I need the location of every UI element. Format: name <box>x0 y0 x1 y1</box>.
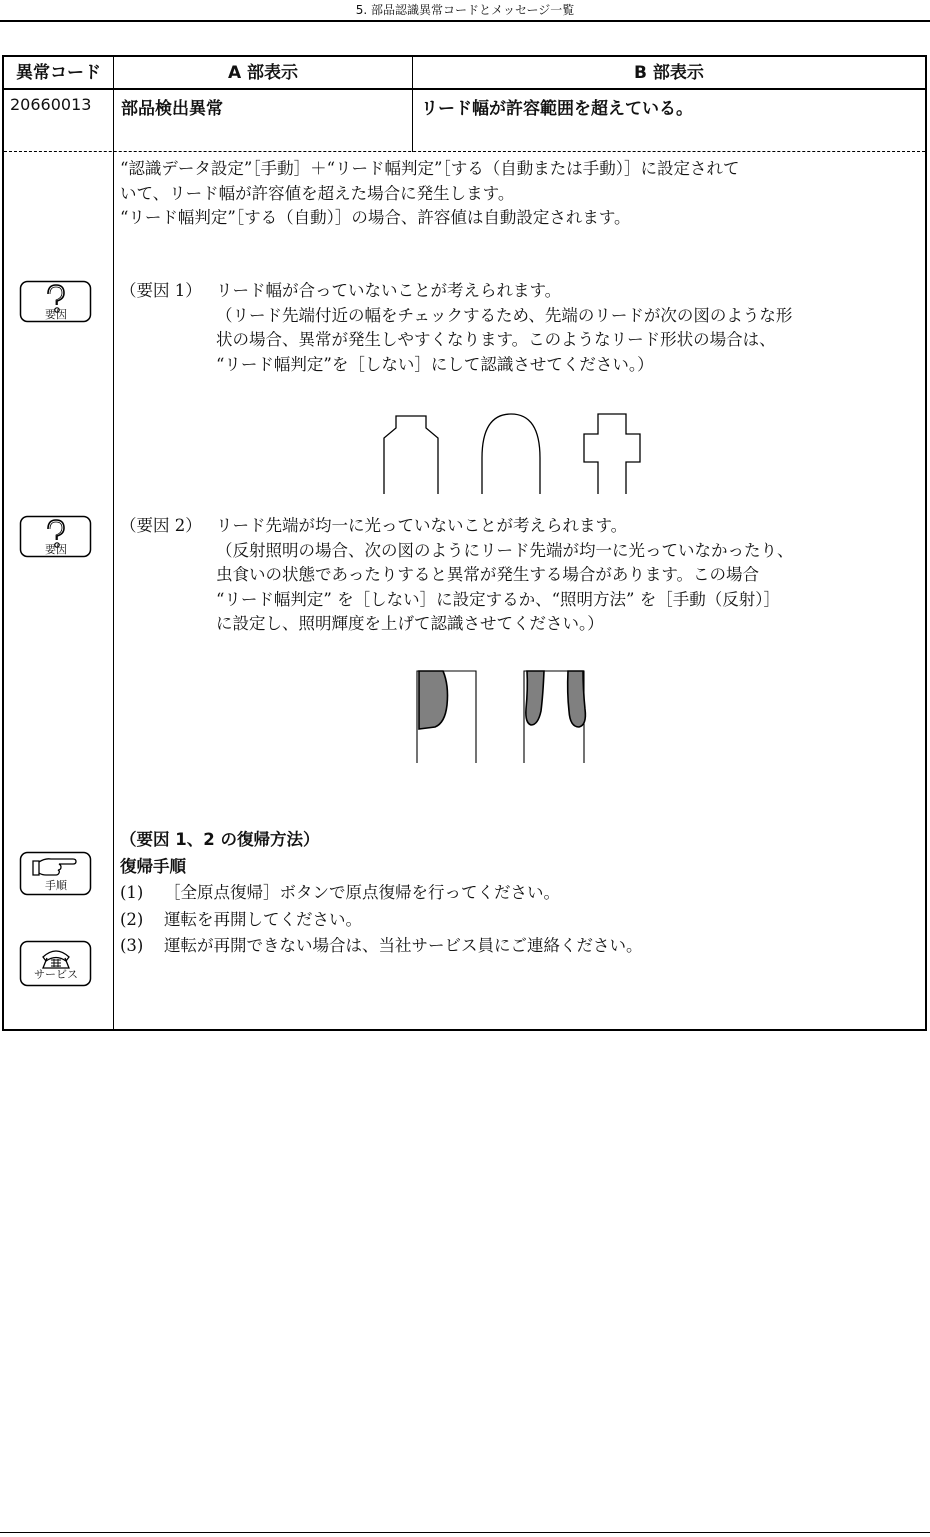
header-b-display: B 部表示 <box>634 63 704 83</box>
procedure-icon-label: 手順 <box>45 879 67 892</box>
service-icon <box>19 940 93 984</box>
cause2-line <box>120 514 915 539</box>
cause2-text: リード先端が均一に光っていないことが考えられます。 <box>216 516 628 535</box>
column-divider <box>113 57 114 1029</box>
a-display-value: 部品検出異常 <box>121 99 223 119</box>
description-line: “認識データ設定”［手動］＋“リード幅判定”［する（自動または手動）］に設定されて <box>120 159 740 178</box>
step-number: (1) <box>120 883 144 902</box>
description-line: いて、リード幅が許容値を超えた場合に発生します。 <box>120 183 515 203</box>
step-text: 運転を再開してください。 <box>164 909 362 929</box>
step-text: ［全原点復帰］ボタンで原点復帰を行ってください。 <box>164 883 560 902</box>
cause2-text: に設定し、照明輝度を上げて認識させてください。） <box>216 614 604 633</box>
lead-shape-figure <box>370 408 650 498</box>
recovery-step <box>120 907 915 934</box>
recovery-step <box>120 880 915 907</box>
cause-icon-label: 要因 <box>45 308 67 321</box>
cause2-text: （反射照明の場合、次の図のようにリード先端が均一に光っていなかったり、 <box>216 540 794 560</box>
page-header: 5. 部品認識異常コードとメッセージ一覧 <box>0 0 930 22</box>
lead-shade <box>526 671 544 725</box>
cause-icon-label: 要因 <box>45 543 67 556</box>
cause2-block <box>120 514 915 637</box>
dashed-separator <box>4 151 925 152</box>
cause1-text: 状の場合、異常が発生しやすくなります。このようなリード形状の場合は、 <box>216 330 776 349</box>
description-line: “リード幅判定”［する（自動）］の場合、許容値は自動設定されます。 <box>120 208 631 227</box>
cause1-label: （要因 1） <box>120 281 202 300</box>
step-number: (2) <box>120 909 144 929</box>
lead-shape-chamfered <box>384 416 438 494</box>
recovery-step <box>120 933 915 960</box>
recovery-heading: （要因 1、2 の復帰方法） <box>120 830 320 849</box>
cause1-line <box>120 279 915 304</box>
page-footer-line <box>0 1532 930 1533</box>
cause1-text: （リード先端付近の幅をチェックするため、先端のリードが次の図のような形 <box>216 305 793 325</box>
cause2-text: 虫食いの状態であったりすると異常が発生する場合があります。この場合 <box>216 565 760 584</box>
header-a-display: A 部表示 <box>227 63 299 83</box>
cause-icon <box>19 515 93 559</box>
lead-shape-rounded <box>482 414 540 494</box>
cause1-text: リード幅が合っていないことが考えられます。 <box>216 281 562 300</box>
description <box>120 157 915 231</box>
step-number: (3) <box>120 936 144 955</box>
lead-reflection-figure <box>405 665 605 765</box>
service-icon-label: サービス <box>34 968 78 981</box>
header-code: 異常コード <box>16 63 101 83</box>
cause1-text: “リード幅判定”を［しない］にして認識させてください。） <box>216 354 654 374</box>
cause1-block <box>120 279 915 377</box>
cause2-label: （要因 2） <box>120 516 202 535</box>
recovery-block <box>120 827 915 960</box>
recovery-subheading: 復帰手順 <box>120 856 186 876</box>
cause2-text: “リード幅判定” を［しない］に設定するか、“照明方法” を［手動（反射）］ <box>216 589 780 609</box>
step-text: 運転が再開できない場合は、当社サービス員にご連絡ください。 <box>164 936 643 955</box>
procedure-icon <box>19 851 93 895</box>
b-display-value: リード幅が許容範囲を超えている。 <box>421 99 693 119</box>
lead-shade <box>419 671 448 729</box>
error-code: 20660013 <box>10 95 92 114</box>
lead-shape-cross <box>584 414 640 494</box>
cause-icon <box>19 280 93 324</box>
lead-shade <box>568 671 586 727</box>
